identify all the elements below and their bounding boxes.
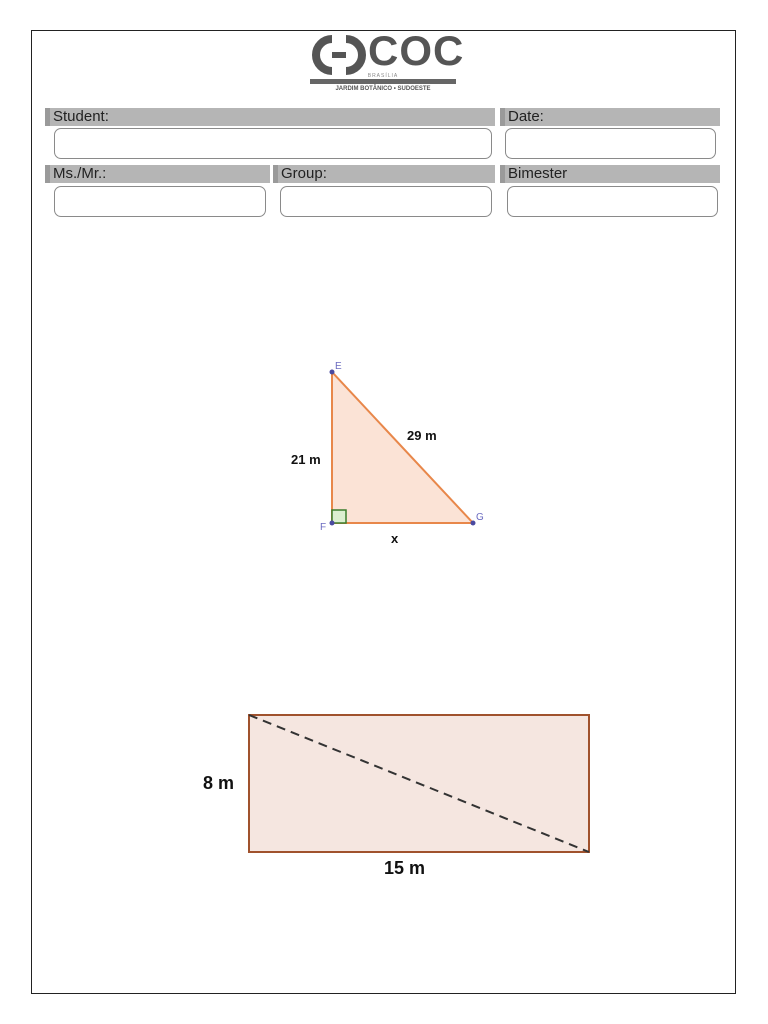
rectangle-figure (203, 715, 589, 878)
date-label: Date: (500, 108, 720, 126)
right-triangle (291, 361, 484, 546)
side-fg-label: x (391, 531, 399, 546)
group-label: Group: (273, 165, 495, 183)
logo-city: BRASÍLIA (367, 73, 399, 79)
rectangle-height-label: 8 m (203, 773, 235, 793)
point-e (330, 370, 335, 375)
logo-brand: COC (368, 27, 465, 74)
vertex-f-label: F (320, 522, 327, 533)
teacher-label: Ms./Mr.: (45, 165, 270, 183)
student-label: Student: (45, 108, 495, 126)
logo-units: JARDIM BOTÂNICO • SUDOESTE (335, 86, 431, 92)
right-angle-marker (332, 510, 346, 523)
vertex-g-label: G (476, 512, 484, 523)
side-eg-label: 29 m (407, 428, 437, 443)
point-g (471, 521, 476, 526)
side-ef-label: 21 m (291, 452, 321, 467)
rectangle-width-label: 15 m (384, 858, 426, 878)
bimester-label: Bimester (500, 165, 720, 183)
triangle-shape (332, 372, 473, 523)
point-f (330, 521, 335, 526)
vertex-e-label: E (335, 361, 342, 372)
